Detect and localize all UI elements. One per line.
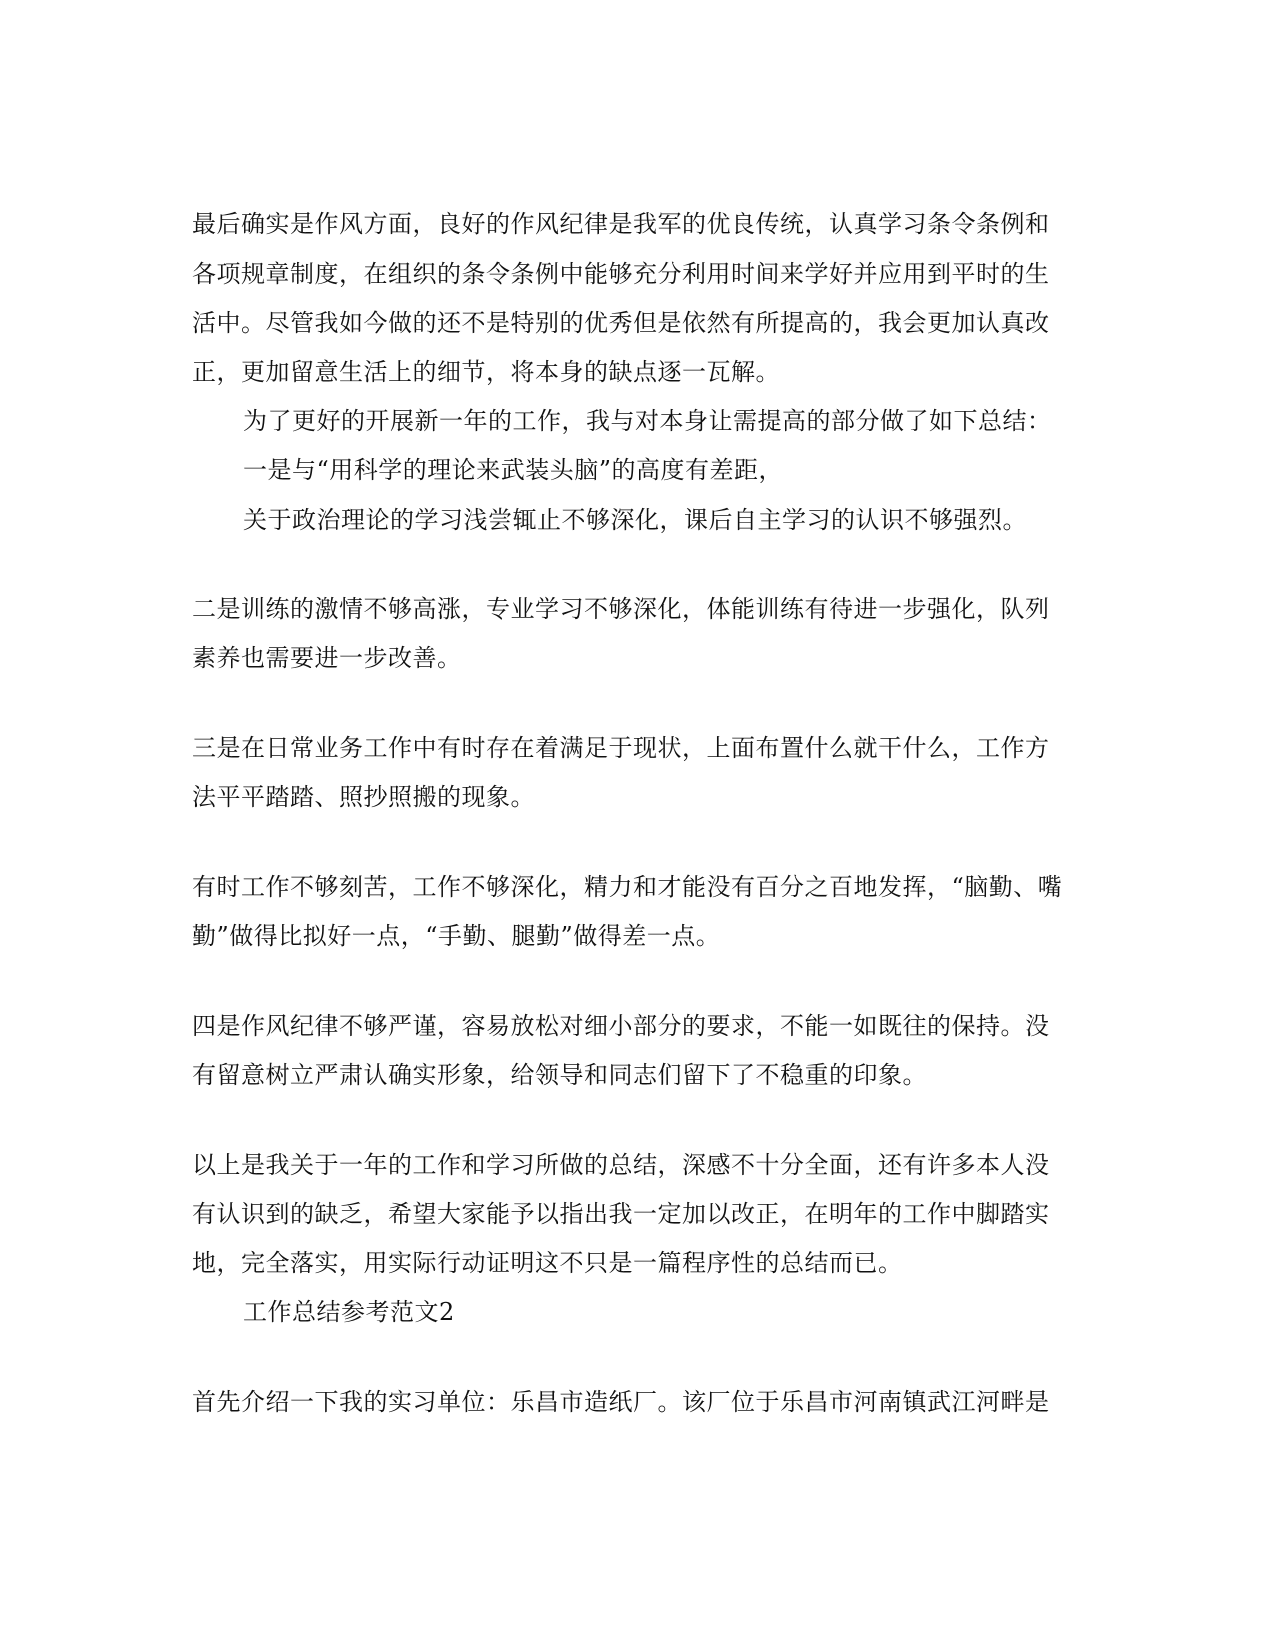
- text-line: 以上是我关于一年的工作和学习所做的总结，深感不十分全面，还有许多本人没: [192, 1151, 1050, 1179]
- text-line: 首先介绍一下我的实习单位：乐昌市造纸厂。该厂位于乐昌市河南镇武江河畔是: [192, 1388, 1050, 1416]
- text-line: 三是在日常业务工作中有时存在着满足于现状，上面布置什么就干什么，工作方: [192, 734, 1050, 762]
- text-line: 活中。尽管我如今做的还不是特别的优秀但是依然有所提高的，我会更加认真改: [192, 309, 1050, 337]
- text-line: 四是作风纪律不够严谨，容易放松对细小部分的要求，不能一如既往的保持。没: [192, 1012, 1050, 1040]
- text-line: 勤”做得比拟好一点，“手勤、腿勤”做得差一点。: [192, 922, 721, 950]
- text-line: 关于政治理论的学习浅尝辄止不够深化，课后自主学习的认识不够强烈。: [243, 506, 1027, 534]
- section-heading: 工作总结参考范文2: [243, 1298, 455, 1326]
- text-line: 正，更加留意生活上的细节，将本身的缺点逐一瓦解。: [192, 358, 780, 386]
- text-line: 最后确实是作风方面，良好的作风纪律是我军的优良传统，认真学习条令条例和: [192, 210, 1050, 238]
- text-line: 地，完全落实，用实际行动证明这不只是一篇程序性的总结而已。: [192, 1249, 903, 1277]
- text-line: 素养也需要进一步改善。: [192, 644, 462, 672]
- text-line: 二是训练的激情不够高涨，专业学习不够深化，体能训练有待进一步强化，队列: [192, 595, 1050, 623]
- text-line: 有留意树立严肃认确实形象，给领导和同志们留下了不稳重的印象。: [192, 1061, 927, 1089]
- text-line: 有认识到的缺乏，希望大家能予以指出我一定加以改正，在明年的工作中脚踏实: [192, 1200, 1050, 1228]
- text-line: 一是与“用科学的理论来武装头脑”的高度有差距，: [243, 456, 784, 484]
- text-line: 有时工作不够刻苦，工作不够深化，精力和才能没有百分之百地发挥，“脑勤、嘴: [192, 873, 1063, 901]
- text-line: 法平平踏踏、照抄照搬的现象。: [192, 783, 535, 811]
- text-line: 为了更好的开展新一年的工作，我与对本身让需提高的部分做了如下总结：: [243, 407, 1052, 435]
- text-line: 各项规章制度，在组织的条令条例中能够充分利用时间来学好并应用到平时的生: [192, 260, 1050, 288]
